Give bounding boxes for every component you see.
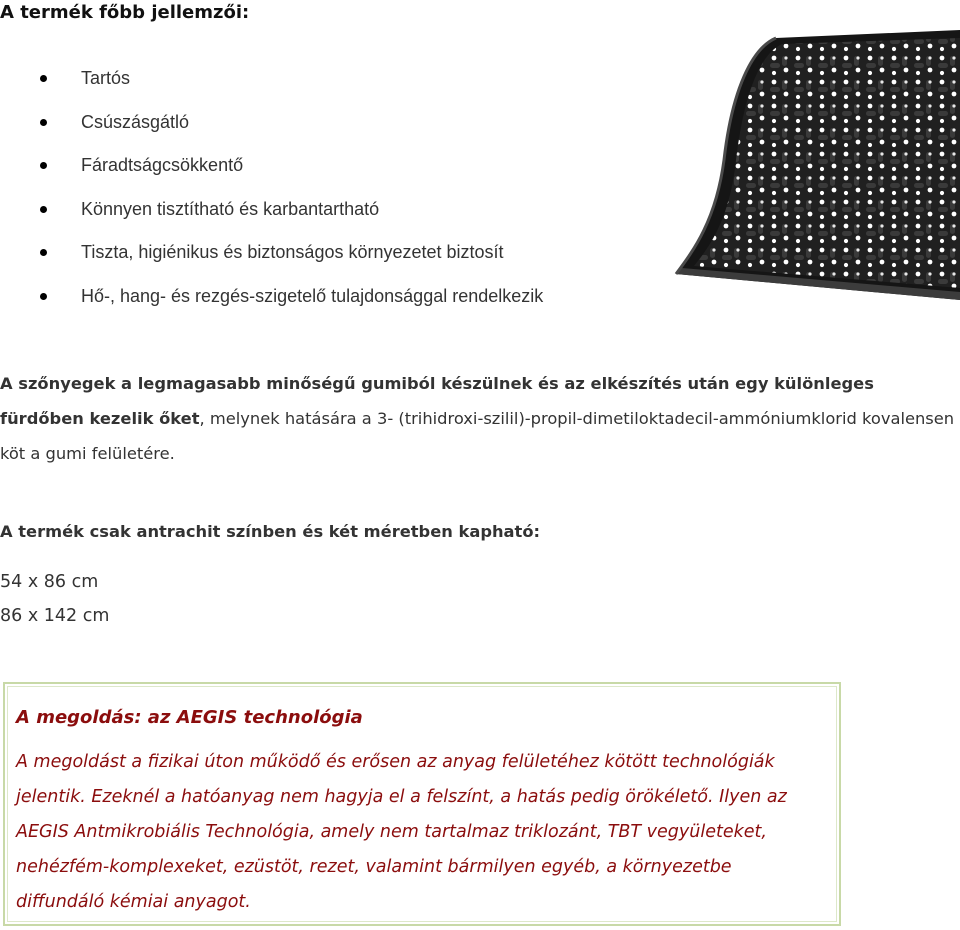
feature-label: Hő-, hang- és rezgés-szigetelő tulajdonsággal rendelkezik bbox=[81, 285, 544, 306]
size-item: 86 x 142 cm bbox=[0, 606, 110, 626]
feature-list bbox=[0, 62, 640, 323]
list-item bbox=[0, 193, 640, 237]
solution-title: A megoldás: az AEGIS technológia bbox=[16, 707, 363, 728]
rubber-mat-image bbox=[672, 30, 960, 300]
size-item: 54 x 86 cm bbox=[0, 572, 99, 592]
solution-box bbox=[3, 682, 841, 926]
feature-label: Tartós bbox=[81, 68, 131, 88]
description-rest: , melynek hatására a 3- (trihidroxi-szilil)-propil-dimetiloktadecil-ammóniumklorid kovalensen köt a gumi felületére. bbox=[0, 409, 955, 463]
feature-label: Fáradtságcsökkentő bbox=[81, 155, 244, 175]
bullet-icon bbox=[40, 162, 47, 169]
bullet-icon bbox=[40, 75, 47, 82]
feature-label: Könnyen tisztítható és karbantartható bbox=[81, 198, 380, 219]
solution-text: A megoldást a fizikai úton működő és erősen az anyag felületéhez kötött technológiák jelentik. Ezeknél a hatóanyag nem hagyja el a felszínt, a hatás pedig örökélető. Ilyen az AEGIS Antmikrobiális Technológia, amely nem tartalmaz triklozánt, TBT vegyületeket, nehézfém-komplexeket, ezüstöt, rezet, valamint bármilyen egyéb, a környezetbe diffundáló kémiai anyagot. bbox=[16, 752, 787, 912]
feature-label: Tiszta, higiénikus és biztonságos környezetet biztosít bbox=[81, 242, 504, 262]
list-item bbox=[0, 62, 640, 106]
description-paragraph bbox=[0, 366, 958, 471]
solution-box-inner bbox=[7, 686, 837, 922]
section-heading: A termék főbb jellemzői: bbox=[0, 2, 250, 23]
bullet-icon bbox=[40, 293, 47, 300]
list-item bbox=[0, 280, 640, 324]
list-item bbox=[0, 106, 640, 150]
bullet-icon bbox=[40, 119, 47, 126]
list-item bbox=[0, 149, 640, 193]
bullet-icon bbox=[40, 249, 47, 256]
bullet-icon bbox=[40, 206, 47, 213]
description-bold: A szőnyegek a legmagasabb minőségű gumiból készülnek és az elkészítés után egy különleges fürdőben kezelik őket bbox=[0, 374, 874, 428]
list-item bbox=[0, 236, 640, 280]
feature-label: Csúszásgátló bbox=[81, 111, 190, 132]
sizes-title: A termék csak antrachit színben és két méretben kapható: bbox=[0, 522, 541, 541]
